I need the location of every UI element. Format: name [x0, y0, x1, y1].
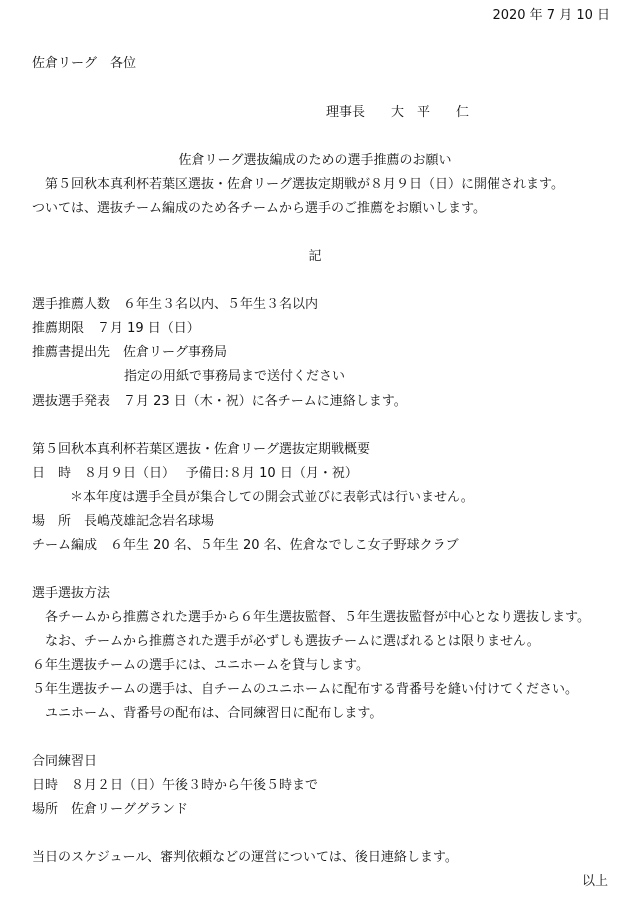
document-date: 2020 年 7 月 10 日 — [492, 8, 610, 23]
sender: 理事長 大 平 仁 — [326, 105, 470, 120]
selection-heading: 選手選抜方法 — [32, 586, 111, 601]
overview-date: 日 時 ８月９日（日） 予備日:８月 10 日（月・祝） — [32, 466, 358, 481]
practice-location: 場所 佐倉リーググランド — [32, 802, 189, 817]
recommendation-deadline: 推薦期限 ７月 19 日（日） — [32, 321, 200, 336]
practice-datetime: 日時 ８月２日（日）午後３時から午後５時まで — [32, 778, 319, 793]
overview-venue: 場 所 長嶋茂雄記念岩名球場 — [32, 514, 215, 529]
submission-instruction: 指定の用紙で事務局まで送付ください — [124, 369, 346, 384]
announcement-date: 選抜選手発表 ７月 23 日（木・祝）に各チームに連絡します。 — [32, 394, 407, 409]
recommendation-count: 選手推薦人数 ６年生３名以内、５年生３名以内 — [32, 297, 319, 312]
closing-end: 以上 — [581, 874, 608, 889]
selection-line: 各チームから推薦された選手から６年生選抜監督、５年生選抜監督が中心となり選抜します。 — [45, 610, 590, 625]
selection-line: なお、チームから推薦された選手が必ずしも選抜チームに選ばれるとは限りません。 — [45, 634, 540, 649]
overview-teams: チーム編成 ６年生 20 名、５年生 20 名、佐倉なでしこ女子野球クラブ — [32, 538, 459, 553]
selection-line: ユニホーム、背番号の配布は、合同練習日に配布します。 — [45, 706, 383, 721]
submission-destination: 推薦書提出先 佐倉リーグ事務局 — [32, 345, 228, 360]
addressee: 佐倉リーグ 各位 — [32, 56, 137, 71]
overview-heading: 第５回秋本真利杯若葉区選抜・佐倉リーグ選抜定期戦概要 — [32, 442, 371, 457]
selection-line: ５年生選抜チームの選手は、自チームのユニホームに配布する背番号を縫い付けてください。 — [32, 682, 579, 697]
selection-line: ６年生選抜チームの選手には、ユニホームを貸与します。 — [32, 658, 369, 673]
closing-note: 当日のスケジュール、審判依頼などの運営については、後日連絡します。 — [32, 850, 458, 865]
practice-heading: 合同練習日 — [32, 754, 98, 769]
intro-line: 第５回秋本真利杯若葉区選抜・佐倉リーグ選抜定期戦が８月９日（日）に開催されます。 — [32, 177, 564, 192]
document-title: 佐倉リーグ選抜編成のための選手推薦のお願い — [178, 153, 452, 168]
overview-ceremony-note: ＊本年度は選手全員が集合しての開会式並びに表彰式は行いません。 — [70, 490, 474, 505]
ki-heading: 記 — [308, 249, 322, 264]
intro-line: ついては、選抜チーム編成のため各チームから選手のご推薦をお願いします。 — [32, 201, 486, 216]
